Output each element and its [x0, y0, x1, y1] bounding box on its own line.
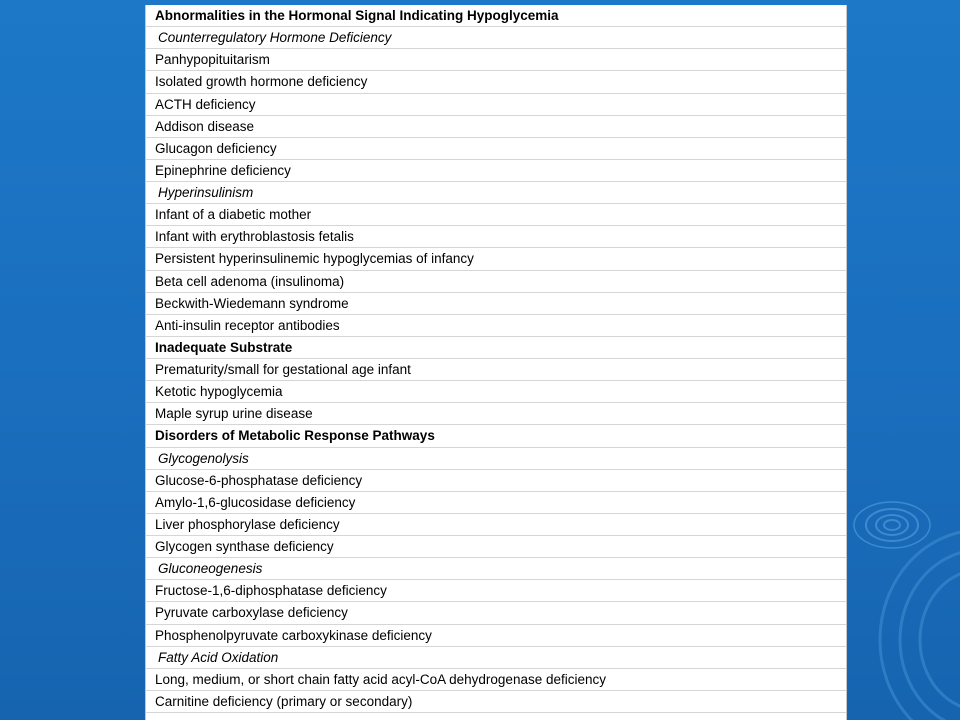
table-row: Prematurity/small for gestational age infant — [146, 359, 846, 381]
table-section-heading: Disorders of Metabolic Response Pathways — [146, 425, 846, 447]
table-body — [146, 27, 846, 713]
table-row: Amylo-1,6-glucosidase deficiency — [146, 492, 846, 514]
table-section-heading: Fatty Acid Oxidation — [146, 647, 846, 669]
table-row: Beta cell adenoma (insulinoma) — [146, 271, 846, 293]
table-row: Panhypopituitarism — [146, 49, 846, 71]
background-swirl-decoration — [840, 470, 960, 720]
table-section-heading: Inadequate Substrate — [146, 337, 846, 359]
table-row: Ketotic hypoglycemia — [146, 381, 846, 403]
slide-edge-mark — [660, 713, 672, 720]
table-row: Isolated growth hormone deficiency — [146, 71, 846, 93]
table-row: ACTH deficiency — [146, 94, 846, 116]
table-row: Maple syrup urine disease — [146, 403, 846, 425]
table-row: Infant with erythroblastosis fetalis — [146, 226, 846, 248]
table-title: Abnormalities in the Hormonal Signal Indicating Hypoglycemia — [146, 5, 846, 27]
table-row: Long, medium, or short chain fatty acid acyl-CoA dehydrogenase deficiency — [146, 669, 846, 691]
swirl-graphic — [840, 470, 960, 720]
table-row: Glucose-6-phosphatase deficiency — [146, 470, 846, 492]
hypoglycemia-table — [145, 5, 847, 720]
table-row: Fructose-1,6-diphosphatase deficiency — [146, 580, 846, 602]
table-section-heading: Hyperinsulinism — [146, 182, 846, 204]
table-row: Glucagon deficiency — [146, 138, 846, 160]
table-row: Beckwith-Wiedemann syndrome — [146, 293, 846, 315]
table-row: Liver phosphorylase deficiency — [146, 514, 846, 536]
table-row: Epinephrine deficiency — [146, 160, 846, 182]
table-row: Infant of a diabetic mother — [146, 204, 846, 226]
table-row: Carnitine deficiency (primary or secondary) — [146, 691, 846, 713]
table-section-heading: Glycogenolysis — [146, 448, 846, 470]
table-row: Addison disease — [146, 116, 846, 138]
table-section-heading: Gluconeogenesis — [146, 558, 846, 580]
table-section-heading: Counterregulatory Hormone Deficiency — [146, 27, 846, 49]
table-row: Pyruvate carboxylase deficiency — [146, 602, 846, 624]
table-row: Persistent hyperinsulinemic hypoglycemias of infancy — [146, 248, 846, 270]
table-row: Phosphenolpyruvate carboxykinase deficiency — [146, 625, 846, 647]
table-row: Anti-insulin receptor antibodies — [146, 315, 846, 337]
table-row: Glycogen synthase deficiency — [146, 536, 846, 558]
